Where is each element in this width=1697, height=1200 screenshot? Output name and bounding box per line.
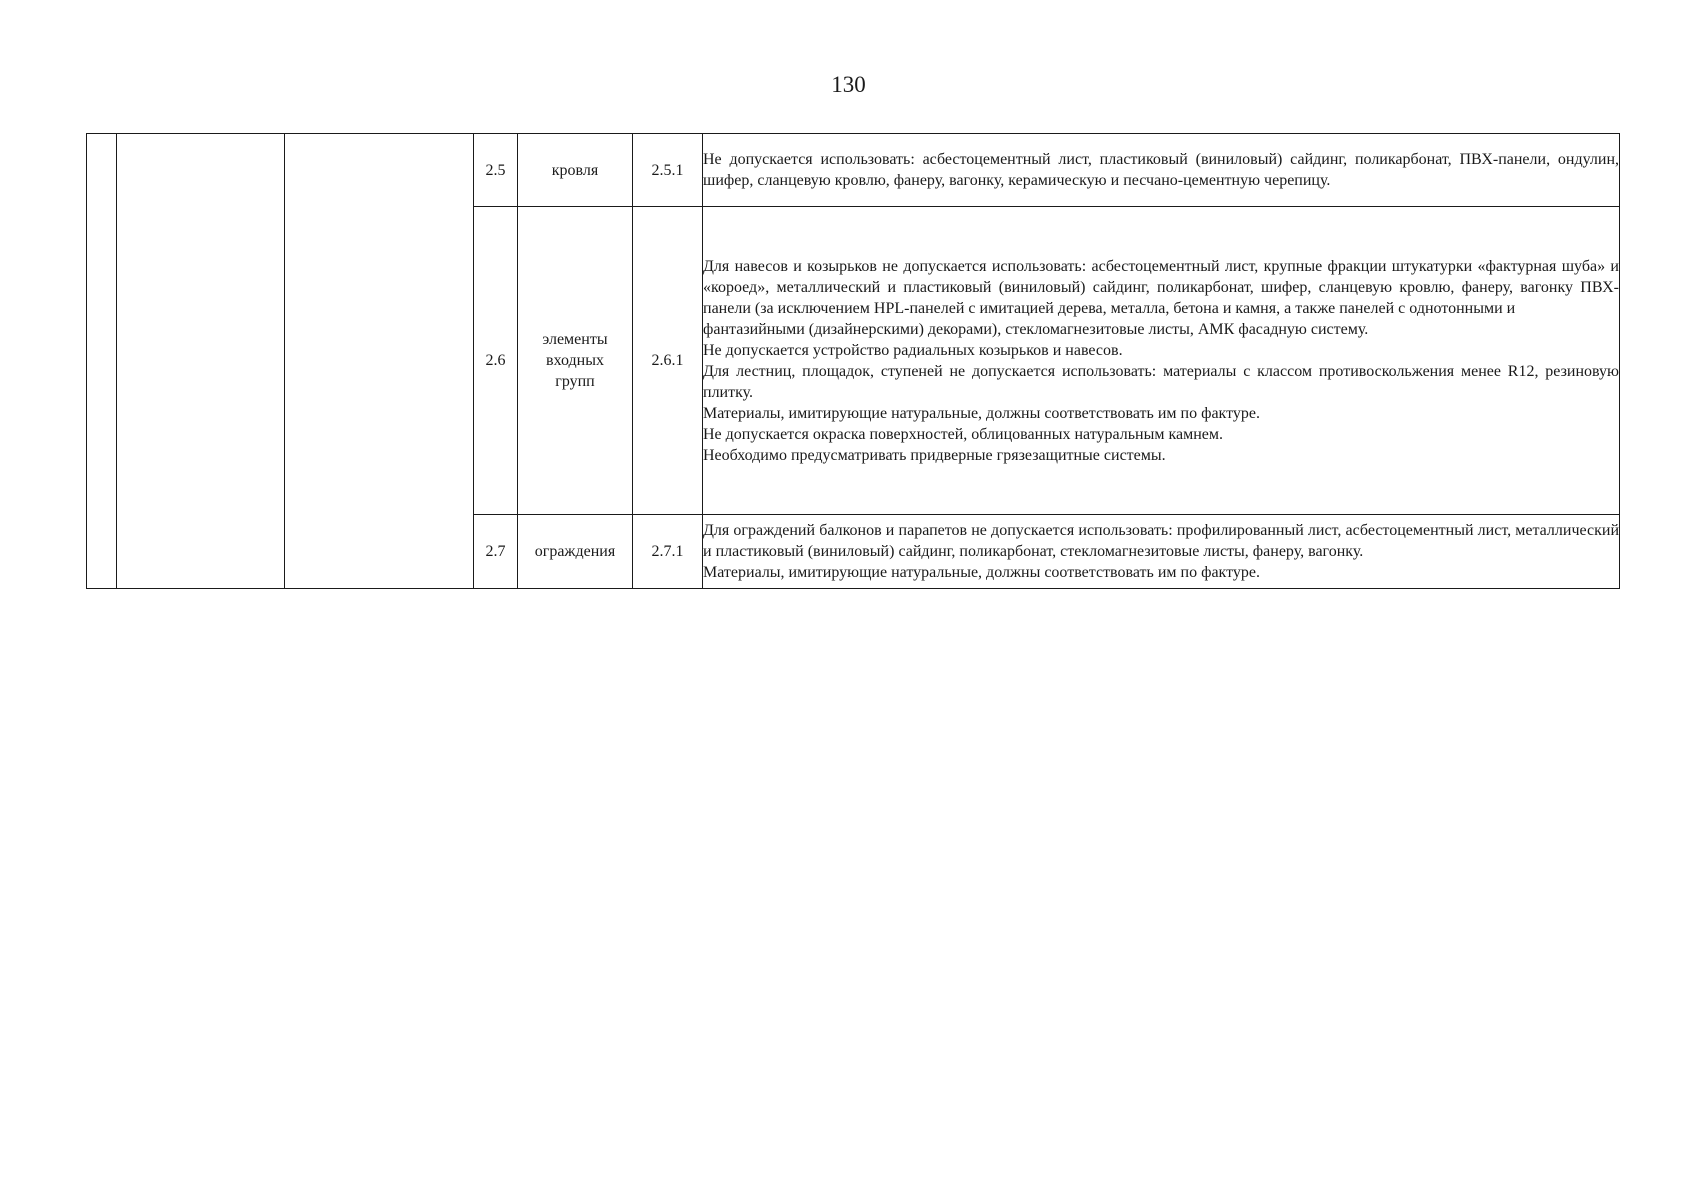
page-number: 130: [831, 72, 866, 97]
requirement-paragraph: фантазийными (дизайнерскими) декорами), стекломагнезитовые листы, АМК фасадную систему.: [703, 320, 1369, 338]
requirement-paragraph: Не допускается окраска поверхностей, облицованных натуральным камнем.: [703, 425, 1224, 443]
requirement-paragraph: Материалы, имитирующие натуральные, должны соответствовать им по фактуре.: [703, 564, 1260, 581]
requirement-paragraph: Для навесов и козырьков не допускается использовать: асбестоцементный лист, крупные фракции штукатурки «фактурная шуба» и «короед», металлический и пластиковый (виниловый) сайдинг, поликарбонат, шифер, сланцевую кровлю, фанеру, вагонку ПВХ-панели (за исключением HPL-панелей с имитацией дерева, металла, бетона и камня, а также панелей с однотонными и: [703, 257, 1619, 317]
requirement-text: [703, 207, 1620, 515]
row-number: 2.6: [474, 207, 518, 515]
blank-cell-col2: [117, 134, 285, 589]
blank-cell-col3: [285, 134, 474, 589]
requirement-text: [703, 515, 1620, 589]
sub-number: 2.6.1: [633, 207, 703, 515]
table-row: [87, 134, 1620, 207]
requirement-paragraph: Для ограждений балконов и парапетов не допускается использовать: профилированный лист, асбестоцементный лист, металлический и пластиковый (виниловый) сайдинг, поликарбонат, стекломагнезитовые листы, фанеру, вагонку.: [703, 522, 1619, 560]
element-name-line: групп: [555, 373, 595, 390]
element-name-line: входных: [546, 352, 604, 369]
element-name: [518, 207, 633, 515]
requirement-paragraph: Материалы, имитирующие натуральные, должны соответствовать им по фактуре.: [703, 404, 1260, 422]
requirement-paragraph: Не допускается устройство радиальных козырьков и навесов.: [703, 341, 1123, 359]
sub-number: 2.7.1: [633, 515, 703, 589]
requirement-paragraph: Не допускается использовать: асбестоцементный лист, пластиковый (виниловый) сайдинг, поликарбонат, ПВХ-панели, ондулин, шифер, сланцевую кровлю, фанеру, вагонку, керамическую и песчано-цементную черепицу.: [703, 151, 1619, 189]
requirements-table: [86, 133, 1620, 589]
row-number: 2.7: [474, 515, 518, 589]
sub-number: 2.5.1: [633, 134, 703, 207]
element-name-line: элементы: [542, 331, 608, 348]
element-name: ограждения: [518, 515, 633, 589]
requirement-paragraph: Для лестниц, площадок, ступеней не допускается использовать: материалы с классом противоскольжения менее R12, резиновую плитку.: [703, 362, 1619, 401]
element-name: кровля: [518, 134, 633, 207]
requirement-paragraph: Необходимо предусматривать придверные грязезащитные системы.: [703, 446, 1166, 464]
row-number: 2.5: [474, 134, 518, 207]
requirement-text: [703, 134, 1620, 207]
blank-cell-col1: [87, 134, 117, 589]
